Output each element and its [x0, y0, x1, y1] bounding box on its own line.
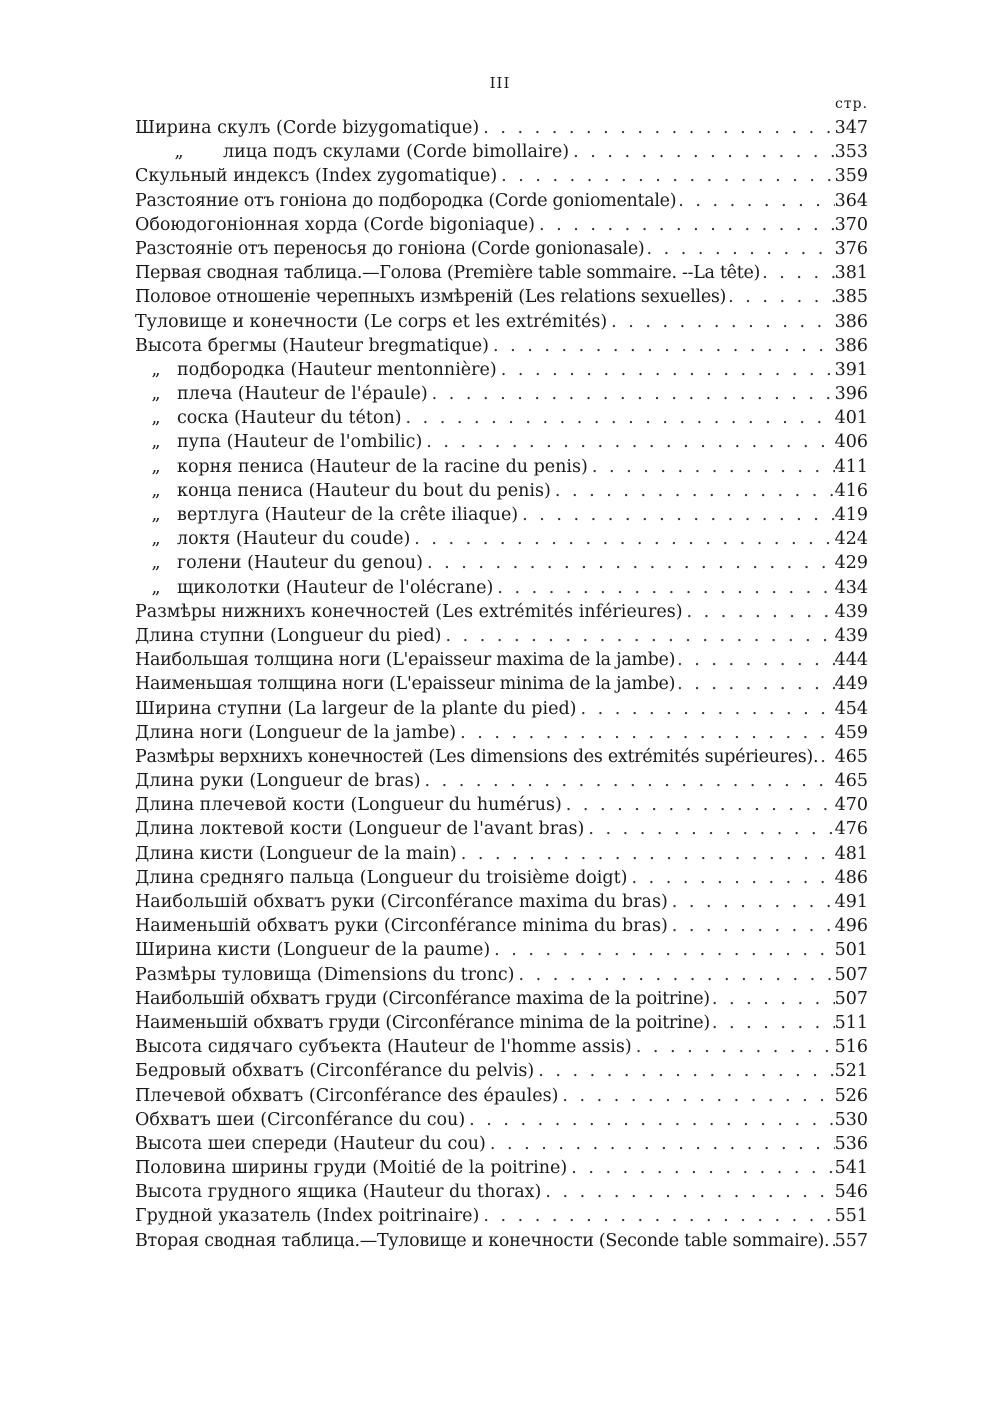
toc-entry — [135, 721, 868, 745]
entry-title: Разстояние отъ гоніона до подбородка (Corde goniomentale) — [135, 190, 677, 211]
entry-page: 406 — [834, 432, 868, 453]
toc-entry — [135, 672, 868, 696]
toc-entry — [135, 382, 868, 406]
entry-title: плеча (Hauteur de l'épaule) — [177, 384, 428, 405]
toc-entry — [135, 164, 868, 188]
entry-page: 465 — [834, 746, 868, 767]
dot-leader — [576, 697, 834, 721]
ditto-mark: „ — [151, 384, 161, 405]
dot-leader — [486, 1132, 835, 1156]
dot-leader — [490, 938, 834, 962]
entry-page: 416 — [834, 480, 868, 501]
entry-page: 429 — [834, 553, 868, 574]
entry-title: Наименьшій обхватъ руки (Circonférance minima du bras) — [135, 916, 668, 937]
entry-page: 439 — [834, 601, 868, 622]
toc-entry — [135, 213, 868, 237]
ditto-mark: „ — [151, 480, 161, 501]
toc-entry — [135, 648, 868, 672]
dot-leader — [584, 817, 834, 841]
entry-title: Длина плечевой кости (Longueur du humérus) — [135, 795, 562, 816]
entry-page: 391 — [834, 359, 868, 380]
entry-page: 347 — [834, 118, 868, 138]
toc-entry — [135, 189, 868, 213]
toc-entry — [135, 455, 868, 479]
toc-entry — [135, 624, 868, 648]
dot-leader — [558, 1084, 834, 1108]
entry-title: щиколотки (Hauteur de l'olécrane) — [177, 577, 494, 598]
entry-title: Ширина скулъ (Corde bizygomatique) — [135, 118, 480, 138]
toc-entry — [135, 1108, 868, 1132]
toc-entry — [135, 358, 868, 382]
entry-page: 386 — [834, 311, 868, 332]
entry-title: Ширина ступни (La largeur de la plante du pied) — [135, 698, 577, 719]
entry-title: соска (Hauteur du téton) — [177, 408, 402, 429]
toc-entry — [135, 600, 868, 624]
entry-page: 521 — [834, 1061, 868, 1082]
dot-leader — [760, 261, 835, 285]
ditto-mark: „ — [151, 432, 161, 453]
entry-page: 465 — [834, 771, 868, 792]
entry-title: Длина ноги (Longueur de la jambe) — [135, 722, 457, 743]
toc-entry — [135, 551, 868, 575]
toc-entry — [135, 430, 868, 454]
entry-title: голени (Hauteur du genou) — [177, 553, 423, 574]
toc-entry — [135, 1229, 868, 1253]
entry-title: Размѣры верхнихъ конечностей (Les dimensions des extrémités supérieures). — [135, 746, 819, 767]
entry-page: 359 — [834, 166, 868, 187]
ditto-mark: „ — [151, 505, 161, 525]
entry-page: 541 — [834, 1158, 868, 1179]
toc-entry — [135, 503, 868, 527]
toc-entry — [135, 527, 868, 551]
entry-title: Наименьшій обхватъ груди (Circonférance minima de la poitrine) — [135, 1012, 710, 1033]
entry-page: 444 — [834, 650, 868, 671]
entry-title: Наименьшая толщина ноги (L'epaisseur minima de la jambe) — [135, 674, 676, 695]
dot-leader — [489, 334, 835, 358]
toc-entry — [135, 406, 868, 430]
entry-title: Ширина кисти (Longueur de la paume) — [135, 940, 491, 961]
toc-entry — [135, 987, 868, 1011]
entry-page: 386 — [834, 335, 868, 356]
table-of-contents — [135, 116, 868, 1253]
toc-entry — [135, 1156, 868, 1180]
entry-page: 536 — [834, 1133, 868, 1154]
entry-page: 376 — [834, 238, 868, 259]
dot-leader — [710, 987, 835, 1011]
dot-leader — [675, 648, 834, 672]
entry-page: 401 — [834, 408, 868, 429]
dot-leader — [442, 624, 835, 648]
entry-title: Бедровый обхватъ (Circonférance du pelvis) — [135, 1061, 535, 1082]
entry-title: Грудной указатель (Index poitrinaire) — [135, 1206, 480, 1227]
entry-title: Плечевой обхватъ (Circonférance des épaules) — [135, 1085, 559, 1106]
entry-page: 551 — [834, 1206, 868, 1227]
dot-leader — [668, 914, 835, 938]
ditto-mark: „ — [151, 408, 161, 429]
dot-leader — [456, 721, 834, 745]
toc-entry — [135, 963, 868, 987]
toc-entry — [135, 914, 868, 938]
entry-page: 424 — [834, 529, 868, 550]
toc-entry — [135, 1084, 868, 1108]
entry-title: Длина руки (Longueur de bras) — [135, 771, 421, 792]
entry-title: Скульный индексъ (Index zygomatique) — [135, 166, 498, 187]
entry-title: Половое отношеніе черепныхъ измѣреній (Les relations sexuelles) — [135, 287, 727, 308]
entry-title: Обхватъ шеи (Circonférance du cou) — [135, 1109, 466, 1130]
toc-entry — [135, 890, 868, 914]
entry-title: локтя (Hauteur du coude) — [177, 529, 411, 550]
dot-leader — [497, 358, 835, 382]
dot-leader — [541, 1180, 834, 1204]
dot-leader — [410, 527, 834, 551]
dot-leader — [421, 769, 835, 793]
entry-page: 419 — [834, 505, 868, 525]
toc-entry — [135, 1059, 868, 1083]
toc-entry — [135, 697, 868, 721]
dot-leader — [457, 842, 835, 866]
toc-entry — [135, 938, 868, 962]
entry-title: конца пениса (Hauteur du bout du penis) — [177, 480, 551, 501]
dot-leader — [607, 310, 834, 334]
entry-page: 496 — [834, 916, 868, 937]
ditto-mark: „ — [151, 359, 161, 380]
dot-leader — [422, 430, 834, 454]
entry-page: 507 — [834, 988, 868, 1009]
toc-entry — [135, 842, 868, 866]
toc-entry — [135, 1180, 868, 1204]
entry-title: Высота шеи спереди (Hauteur du cou) — [135, 1133, 486, 1154]
entry-page: 381 — [834, 263, 868, 284]
entry-title: Размѣры нижнихъ конечностей (Les extrémités inférieures) — [135, 601, 683, 622]
page-number: III — [489, 74, 511, 92]
ditto-mark: „ — [151, 577, 161, 598]
dot-leader — [515, 963, 835, 987]
entry-page: 516 — [834, 1037, 868, 1058]
entry-page: 530 — [834, 1109, 868, 1130]
toc-entry — [135, 285, 868, 309]
toc-entry — [135, 334, 868, 358]
toc-entry — [135, 140, 868, 164]
entry-title: Вторая сводная таблица.—Туловище и конечности (Seconde table sommaire). — [135, 1230, 830, 1251]
entry-page: 546 — [834, 1182, 868, 1203]
entry-page: 511 — [834, 1012, 868, 1033]
entry-page: 507 — [834, 964, 868, 985]
ditto-mark: „ — [151, 456, 161, 477]
entry-page: 353 — [834, 142, 868, 163]
dot-leader — [493, 576, 834, 600]
dot-leader — [479, 116, 834, 140]
toc-entry — [135, 866, 868, 890]
toc-entry — [135, 479, 868, 503]
entry-title: вертлуга (Hauteur de la crête iliaque) — [177, 505, 519, 525]
dot-leader — [551, 479, 835, 503]
entry-title: Длина кисти (Longueur de la main) — [135, 843, 457, 864]
entry-page: 459 — [834, 722, 868, 743]
entry-title: Высота сидячаго субъекта (Hauteur de l'homme assis) — [135, 1037, 632, 1058]
toc-entry — [135, 261, 868, 285]
entry-page: 396 — [834, 384, 868, 405]
dot-leader — [497, 164, 834, 188]
entry-title: Высота грудного ящика (Hauteur du thorax) — [135, 1182, 542, 1203]
dot-leader — [675, 672, 834, 696]
dot-leader — [818, 745, 834, 769]
ditto-mark: „ — [174, 142, 184, 163]
entry-page: 411 — [834, 456, 868, 477]
dot-leader — [627, 866, 834, 890]
entry-page: 526 — [834, 1085, 868, 1106]
entry-title: Размѣры туловища (Dimensions du tronc) — [135, 964, 515, 985]
toc-entry — [135, 817, 868, 841]
dot-leader — [668, 890, 835, 914]
toc-entry — [135, 745, 868, 769]
entry-title: Длина локтевой кости (Longueur de l'avant bras) — [135, 819, 585, 840]
entry-page: 501 — [834, 940, 868, 961]
toc-entry — [135, 1132, 868, 1156]
toc-entry — [135, 116, 868, 140]
entry-page: 557 — [834, 1230, 868, 1251]
entry-page: 370 — [834, 214, 868, 235]
toc-entry — [135, 1035, 868, 1059]
toc-entry — [135, 1204, 868, 1228]
dot-leader — [465, 1108, 834, 1132]
entry-title: Длина ступни (Longueur du pied) — [135, 625, 442, 646]
dot-leader — [710, 1011, 835, 1035]
dot-leader — [567, 1156, 834, 1180]
entry-page: 454 — [834, 698, 868, 719]
dot-leader — [402, 406, 835, 430]
dot-leader — [423, 551, 835, 575]
dot-leader — [518, 503, 834, 527]
entry-title: корня пениса (Hauteur de la racine du penis) — [177, 456, 588, 477]
entry-title: Длина средняго пальца (Longueur du troisième doigt) — [135, 867, 628, 888]
entry-title: Половина ширины груди (Moitié de la poitrine) — [135, 1158, 568, 1179]
dot-leader — [632, 1035, 835, 1059]
entry-page: 434 — [834, 577, 868, 598]
dot-leader — [588, 455, 835, 479]
toc-entry — [135, 237, 868, 261]
entry-title: лица подъ скулами (Corde bimollaire) — [223, 142, 570, 163]
dot-leader — [479, 1204, 834, 1228]
entry-title: Туловище и конечности (Le corps et les extrémités) — [135, 311, 608, 332]
entry-page: 364 — [834, 190, 868, 211]
entry-page: 385 — [834, 287, 868, 308]
ditto-mark: „ — [151, 553, 161, 574]
page-column-header: стр. — [835, 96, 868, 112]
dot-leader — [644, 237, 834, 261]
toc-entry — [135, 769, 868, 793]
entry-title: Обоюдогоніонная хорда (Corde bigoniaque) — [135, 214, 535, 235]
toc-entry — [135, 576, 868, 600]
entry-title: Высота брегмы (Hauteur bregmatique) — [135, 335, 489, 356]
entry-title: Наибольшій обхватъ груди (Circonférance maxima de la poitrine) — [135, 988, 710, 1009]
dot-leader — [535, 213, 835, 237]
entry-page: 491 — [834, 892, 868, 912]
dot-leader — [569, 140, 835, 164]
entry-title: подбородка (Hauteur mentonnière) — [177, 359, 497, 380]
toc-entry — [135, 793, 868, 817]
entry-title: пупа (Hauteur de l'ombilic) — [177, 432, 423, 453]
ditto-mark: „ — [151, 529, 161, 550]
entry-title: Разстояніе отъ переносья до гоніона (Corde gonionasale) — [135, 238, 645, 259]
dot-leader — [428, 382, 835, 406]
dot-leader — [534, 1059, 834, 1083]
entry-title: Наибольшая толщина ноги (L'epaisseur maxima de la jambe) — [135, 650, 676, 671]
entry-page: 439 — [834, 625, 868, 646]
dot-leader — [683, 600, 835, 624]
entry-page: 486 — [834, 867, 868, 888]
toc-entry — [135, 1011, 868, 1035]
dot-leader — [562, 793, 835, 817]
toc-entry — [135, 310, 868, 334]
entry-title: Наибольшій обхватъ руки (Circonférance maxima du bras) — [135, 892, 668, 912]
entry-page: 481 — [834, 843, 868, 864]
dot-leader — [726, 285, 835, 309]
entry-page: 470 — [834, 795, 868, 816]
dot-leader — [676, 189, 834, 213]
entry-title: Первая сводная таблица.—Голова (Première table sommaire. --La tête) — [135, 263, 761, 284]
entry-page: 476 — [834, 819, 868, 840]
entry-page: 449 — [834, 674, 868, 695]
